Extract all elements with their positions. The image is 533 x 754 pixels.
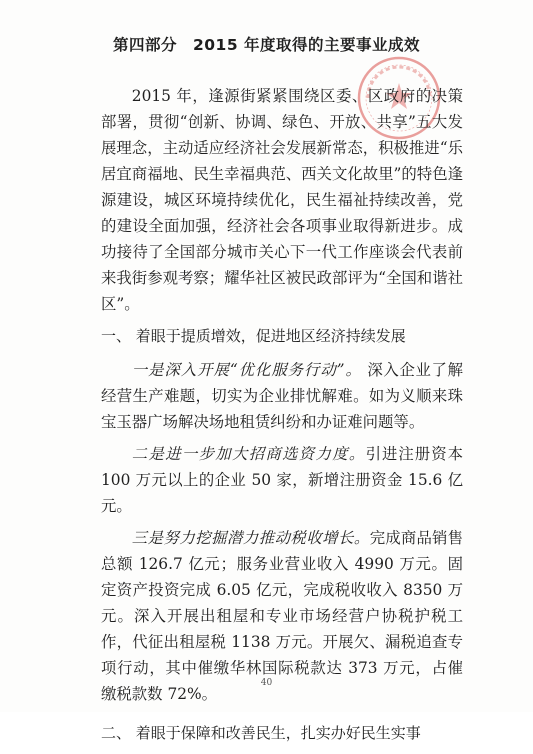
- page-title: 第四部分 2015 年度取得的主要事业成效: [112, 36, 421, 54]
- item-body-3: 完成商品销售总额 126.7 亿元；服务业营业收入 4990 万元。固定资产投资完成 6.05 亿元，完成税收收入 8350 万元。深入开展出租屋和专业市场经营户协税护税工作，代征出租屋税 1138 万元。开展欠、漏税追查专项行动，其中催缴华林国际税款达 373 万元，占催缴税款数 72%。: [101, 529, 463, 703]
- item-paragraph-2: [101, 441, 463, 519]
- page-number: 40: [260, 678, 273, 688]
- section-heading-1: 一、 着眼于提质增效，促进地区经济持续发展: [101, 327, 406, 345]
- section-heading-2: 二、 着眼于保障和改善民生，扎实办好民生实事: [101, 724, 421, 742]
- item-lead-2: 二是进一步加大招商选资力度。: [131, 445, 366, 463]
- item-paragraph-1: [101, 357, 463, 435]
- item-body-1: 深入企业了解经营生产难题，切实为企业排忧解难。如为义顺来珠宝玉器广场解决场地租赁纠纷和办证难问题等。: [101, 361, 463, 431]
- document-body: [101, 83, 463, 754]
- item-body-2: 引进注册资本 100 万元以上的企业 50 家，新增注册资金 15.6 亿元。: [101, 445, 463, 515]
- item-lead-3: 三是努力挖掘潜力推动税收增长。: [131, 529, 370, 547]
- item-lead-1: 一是深入开展“优化服务行动”。: [131, 361, 362, 379]
- intro-paragraph: 2015 年，逢源街紧紧围绕区委、区政府的决策部署，贯彻“创新、协调、绿色、开放、共享”五大发展理念，主动适应经济社会发展新常态，积极推进“乐居宜商福地、民生幸福典范、西关文化故里”的特色逢源建设，城区环境持续优化，民生福祉持续改善，党的建设全面加强，经济社会各项事业取得新进步。成功接待了全国部分城市关心下一代工作座谈会代表前来我街参观考察；耀华社区被民政部评为“全国和谐社区”。: [101, 87, 463, 313]
